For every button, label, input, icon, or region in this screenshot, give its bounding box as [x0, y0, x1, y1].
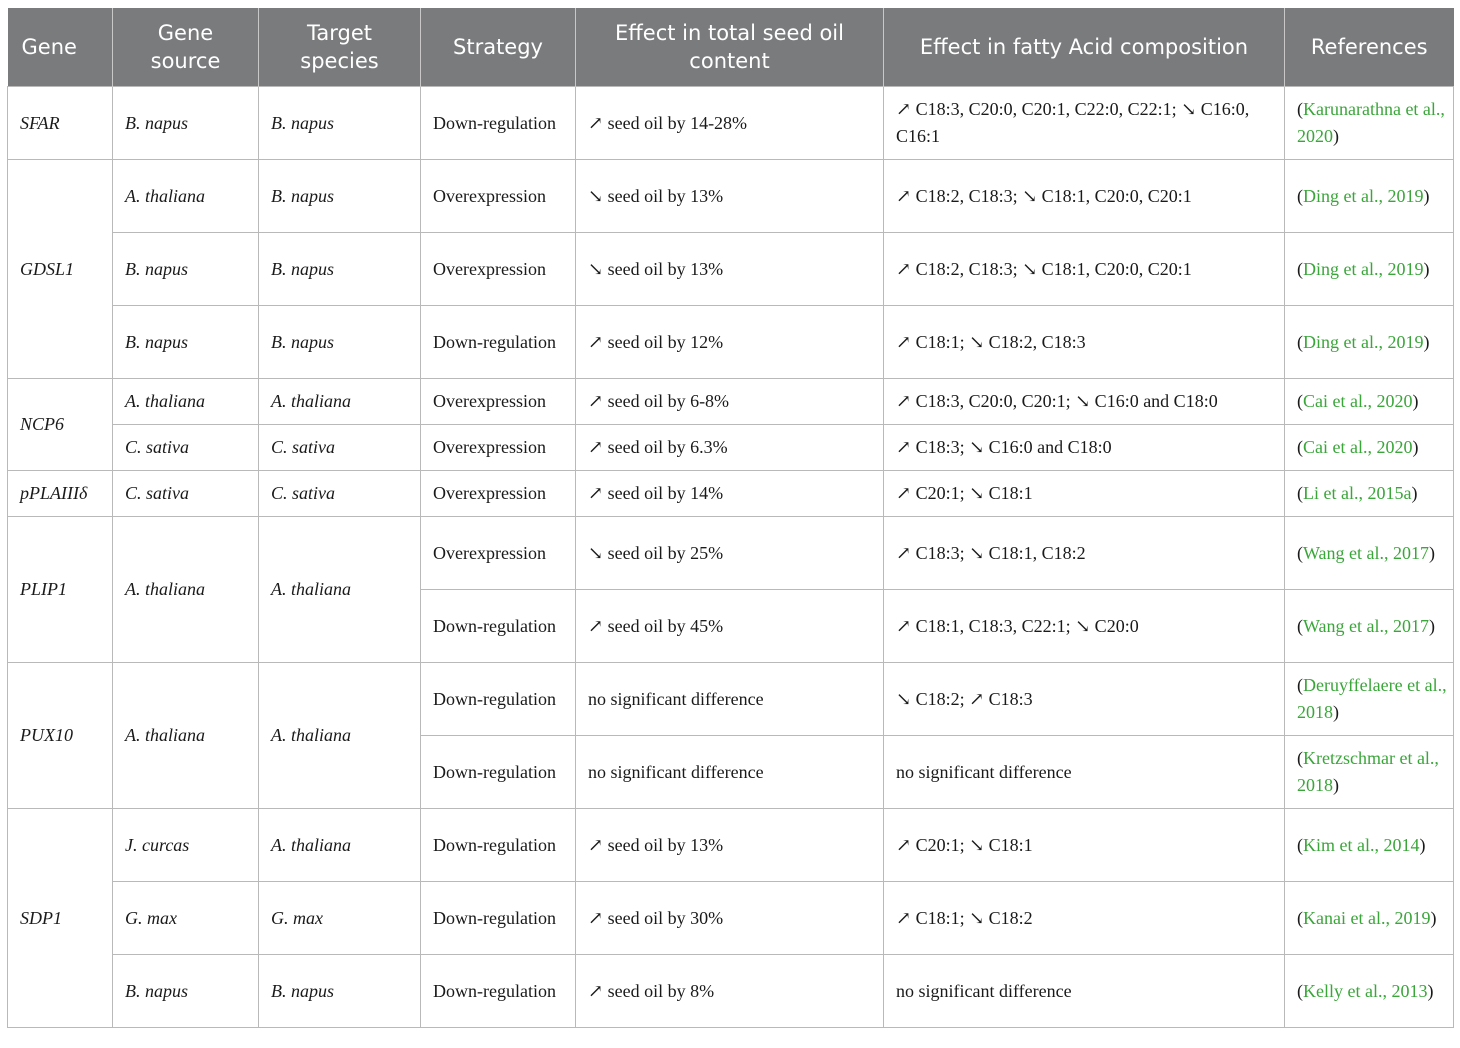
fa-effect-cell: ↗ C18:2, C18:3; ↘ C18:1, C20:0, C20:1 — [884, 160, 1285, 233]
strategy-cell: Down-regulation — [421, 809, 576, 882]
gene-cell: SFAR — [8, 87, 113, 160]
fa-effect-cell: ↗ C18:3, C20:0, C20:1, C22:0, C22:1; ↘ C16:0, C16:1 — [884, 87, 1285, 160]
strategy-cell: Down-regulation — [421, 736, 576, 809]
fa-effect-cell: ↗ C18:1; ↘ C18:2 — [884, 882, 1285, 955]
reference-link[interactable]: Kim et al., 2014 — [1303, 834, 1420, 855]
gene-cell: NCP6 — [8, 379, 113, 471]
source-cell: A. thaliana — [113, 517, 259, 663]
table-row — [8, 471, 1454, 517]
source-cell: A. thaliana — [113, 160, 259, 233]
target-cell: C. sativa — [259, 425, 421, 471]
oil-effect-cell: ↗ seed oil by 45% — [576, 590, 884, 663]
reference-link[interactable]: Karunarathna et al., 2020 — [1297, 99, 1445, 146]
header-strategy: Strategy — [421, 8, 576, 87]
oil-effect-cell: ↗ seed oil by 14-28% — [576, 87, 884, 160]
reference-cell: (Li et al., 2015a) — [1285, 471, 1454, 517]
strategy-cell: Down-regulation — [421, 590, 576, 663]
source-cell: B. napus — [113, 87, 259, 160]
oil-effect-cell: ↗ seed oil by 14% — [576, 471, 884, 517]
target-cell: B. napus — [259, 233, 421, 306]
fa-effect-cell: ↗ C18:3, C20:0, C20:1; ↘ C16:0 and C18:0 — [884, 379, 1285, 425]
reference-cell: (Kanai et al., 2019) — [1285, 882, 1454, 955]
source-cell: A. thaliana — [113, 663, 259, 809]
oil-effect-cell: ↗ seed oil by 8% — [576, 955, 884, 1028]
oil-effect-cell: ↗ seed oil by 12% — [576, 306, 884, 379]
source-cell: A. thaliana — [113, 379, 259, 425]
strategy-cell: Overexpression — [421, 425, 576, 471]
source-cell: B. napus — [113, 955, 259, 1028]
target-cell: A. thaliana — [259, 809, 421, 882]
reference-cell: (Ding et al., 2019) — [1285, 233, 1454, 306]
source-cell: G. max — [113, 882, 259, 955]
reference-cell: (Wang et al., 2017) — [1285, 517, 1454, 590]
fa-effect-cell: no significant difference — [884, 736, 1285, 809]
strategy-cell: Overexpression — [421, 160, 576, 233]
source-cell: C. sativa — [113, 471, 259, 517]
oil-effect-cell: ↘ seed oil by 25% — [576, 517, 884, 590]
table-header — [8, 8, 1454, 87]
target-cell: B. napus — [259, 955, 421, 1028]
reference-link[interactable]: Ding et al., 2019 — [1303, 258, 1424, 279]
oil-effect-cell: no significant difference — [576, 663, 884, 736]
strategy-cell: Overexpression — [421, 471, 576, 517]
reference-cell: (Kretzschmar et al., 2018) — [1285, 736, 1454, 809]
table-body — [8, 87, 1454, 1028]
target-cell: G. max — [259, 882, 421, 955]
reference-cell: (Deruyffelaere et al., 2018) — [1285, 663, 1454, 736]
reference-link[interactable]: Wang et al., 2017 — [1303, 615, 1430, 636]
reference-link[interactable]: Kanai et al., 2019 — [1303, 907, 1431, 928]
oil-effect-cell: no significant difference — [576, 736, 884, 809]
table-row — [8, 663, 1454, 736]
reference-link[interactable]: Ding et al., 2019 — [1303, 185, 1424, 206]
target-cell: B. napus — [259, 87, 421, 160]
header-effect-oil: Effect in total seed oil content — [576, 8, 884, 87]
oil-effect-cell: ↗ seed oil by 6-8% — [576, 379, 884, 425]
target-cell: B. napus — [259, 160, 421, 233]
reference-link[interactable]: Li et al., 2015a — [1303, 483, 1412, 503]
target-cell: B. napus — [259, 306, 421, 379]
strategy-cell: Overexpression — [421, 233, 576, 306]
source-cell: B. napus — [113, 306, 259, 379]
reference-link[interactable]: Cai et al., 2020 — [1303, 391, 1413, 411]
header-effect-fa: Effect in fatty Acid composition — [884, 8, 1285, 87]
strategy-cell: Down-regulation — [421, 87, 576, 160]
reference-cell: (Kelly et al., 2013) — [1285, 955, 1454, 1028]
target-cell: A. thaliana — [259, 379, 421, 425]
table-row — [8, 379, 1454, 425]
oil-effect-cell: ↘ seed oil by 13% — [576, 233, 884, 306]
reference-cell: (Ding et al., 2019) — [1285, 306, 1454, 379]
target-cell: A. thaliana — [259, 663, 421, 809]
header-row — [8, 8, 1454, 87]
source-cell: J. curcas — [113, 809, 259, 882]
reference-cell: (Cai et al., 2020) — [1285, 425, 1454, 471]
oil-effect-cell: ↗ seed oil by 6.3% — [576, 425, 884, 471]
strategy-cell: Down-regulation — [421, 306, 576, 379]
strategy-cell: Down-regulation — [421, 882, 576, 955]
fa-effect-cell: ↗ C20:1; ↘ C18:1 — [884, 809, 1285, 882]
fa-effect-cell: ↗ C18:1; ↘ C18:2, C18:3 — [884, 306, 1285, 379]
fa-effect-cell: ↗ C18:1, C18:3, C22:1; ↘ C20:0 — [884, 590, 1285, 663]
table-row — [8, 306, 1454, 379]
gene-cell: SDP1 — [8, 809, 113, 1028]
reference-link[interactable]: Deruyffelaere et al., 2018 — [1297, 675, 1447, 722]
fa-effect-cell: ↗ C18:3; ↘ C18:1, C18:2 — [884, 517, 1285, 590]
gene-cell: GDSL1 — [8, 160, 113, 379]
strategy-cell: Overexpression — [421, 517, 576, 590]
gene-cell: PUX10 — [8, 663, 113, 809]
oil-effect-cell: ↗ seed oil by 30% — [576, 882, 884, 955]
reference-link[interactable]: Ding et al., 2019 — [1303, 331, 1424, 352]
table-row — [8, 87, 1454, 160]
gene-effects-table — [7, 8, 1454, 1028]
strategy-cell: Down-regulation — [421, 663, 576, 736]
reference-link[interactable]: Cai et al., 2020 — [1303, 437, 1413, 457]
fa-effect-cell: ↗ C18:2, C18:3; ↘ C18:1, C20:0, C20:1 — [884, 233, 1285, 306]
header-gene: Gene — [8, 8, 113, 87]
table-row — [8, 882, 1454, 955]
reference-link[interactable]: Wang et al., 2017 — [1303, 542, 1430, 563]
table-row — [8, 233, 1454, 306]
source-cell: C. sativa — [113, 425, 259, 471]
reference-link[interactable]: Kelly et al., 2013 — [1303, 980, 1428, 1001]
reference-cell: (Kim et al., 2014) — [1285, 809, 1454, 882]
fa-effect-cell: ↗ C20:1; ↘ C18:1 — [884, 471, 1285, 517]
gene-cell: pPLAIIIδ — [8, 471, 113, 517]
table-row — [8, 425, 1454, 471]
table-wrapper — [7, 8, 1454, 1028]
gene-cell: PLIP1 — [8, 517, 113, 663]
reference-cell: (Wang et al., 2017) — [1285, 590, 1454, 663]
strategy-cell: Overexpression — [421, 379, 576, 425]
header-target-species: Target species — [259, 8, 421, 87]
target-cell: A. thaliana — [259, 517, 421, 663]
oil-effect-cell: ↗ seed oil by 13% — [576, 809, 884, 882]
fa-effect-cell: ↗ C18:3; ↘ C16:0 and C18:0 — [884, 425, 1285, 471]
header-references: References — [1285, 8, 1454, 87]
fa-effect-cell: no significant difference — [884, 955, 1285, 1028]
target-cell: C. sativa — [259, 471, 421, 517]
source-cell: B. napus — [113, 233, 259, 306]
table-row — [8, 955, 1454, 1028]
oil-effect-cell: ↘ seed oil by 13% — [576, 160, 884, 233]
header-gene-source: Gene source — [113, 8, 259, 87]
table-row — [8, 517, 1454, 590]
strategy-cell: Down-regulation — [421, 955, 576, 1028]
table-row — [8, 160, 1454, 233]
fa-effect-cell: ↘ C18:2; ↗ C18:3 — [884, 663, 1285, 736]
table-row — [8, 809, 1454, 882]
reference-cell: (Karunarathna et al., 2020) — [1285, 87, 1454, 160]
reference-cell: (Cai et al., 2020) — [1285, 379, 1454, 425]
reference-cell: (Ding et al., 2019) — [1285, 160, 1454, 233]
reference-link[interactable]: Kretzschmar et al., 2018 — [1297, 748, 1439, 795]
